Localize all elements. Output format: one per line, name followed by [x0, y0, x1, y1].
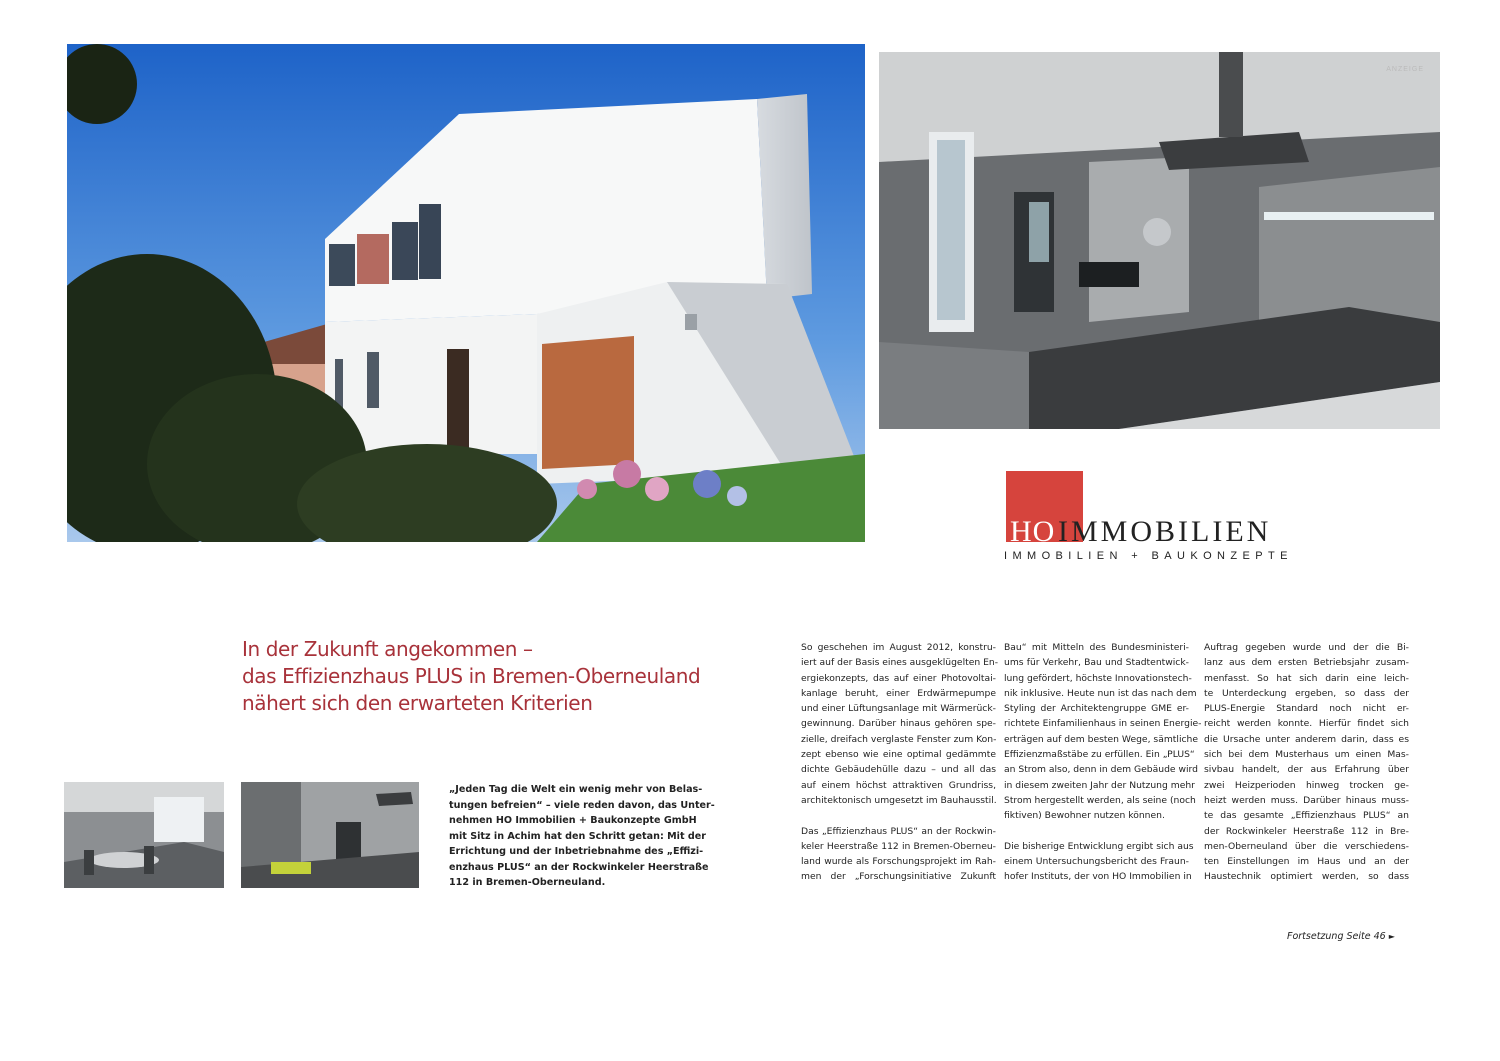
- continuation-text: Fortsetzung Seite 46: [1287, 931, 1386, 942]
- kitchen-illustration: [879, 52, 1440, 429]
- body-column-2: [1004, 640, 1202, 885]
- body-line: der Rockwinkeler Heerstraße 112 in Bre-: [1204, 825, 1409, 837]
- interior-thumbnail-dining: [64, 782, 224, 888]
- body-column-1: [801, 640, 999, 885]
- body-line: nik inklusive. Heute nun ist das nach dem: [1004, 687, 1197, 699]
- body-line: land wurde als Forschungsprojekt im Rah-: [801, 856, 996, 868]
- body-line: erträgen auf dem besten Wege, sämtliche: [1004, 733, 1199, 745]
- arrow-right-icon: ►: [1388, 932, 1395, 941]
- lead-line: tungen befreien“ – viele reden davon, das Unter-: [449, 799, 715, 811]
- body-line: lung gefördert, höchste Innovationstech-: [1004, 672, 1192, 684]
- logo-immobilien-text: IMMOBILIEN: [1058, 515, 1272, 548]
- body-line: fiktiven) Bewohner nutzen können.: [1004, 810, 1165, 822]
- body-line: [801, 808, 996, 823]
- body-line: zept ebenso wie eine optimal gedämmte: [801, 749, 996, 761]
- lead-line: nehmen HO Immobilien + Baukonzepte GmbH: [449, 815, 697, 826]
- kitchen-photo: [879, 52, 1440, 429]
- article-headline: [242, 636, 712, 717]
- body-line: Effizienzmaßstäbe zu erfüllen. Ein „PLUS“: [1004, 749, 1195, 761]
- body-line: Auftrag gegeben wurde und der die Bi-: [1204, 642, 1409, 653]
- lead-line: „Jeden Tag die Welt ein wenig mehr von Belas-: [449, 784, 703, 795]
- body-line: richtete Einfamilienhaus in seinen Energie-: [1004, 718, 1202, 730]
- headline-line: In der Zukunft angekommen –: [242, 637, 533, 661]
- anzeige-label: ANZEIGE: [1386, 66, 1424, 73]
- body-line: te das gesamte „Effizienzhaus PLUS“ an: [1204, 810, 1409, 822]
- lead-line: mit Sitz in Achim hat den Schritt getan: Mit der: [449, 830, 706, 842]
- body-line: Strom hergestellt werden, als seine (noch: [1004, 794, 1196, 806]
- body-line: zwei Heizperioden hinweg trocken ge-: [1204, 779, 1409, 791]
- body-line: ten Einstellungen im Haus und an der: [1204, 856, 1409, 868]
- body-line: die Ursache unter anderem darin, dass es: [1204, 733, 1409, 745]
- body-line: sich bei dem Musterhaus um einen Mas-: [1204, 749, 1409, 761]
- body-line: hofer Instituts, der von HO Immobilien in: [1004, 871, 1192, 883]
- logo-ho-text: HO: [1010, 515, 1056, 548]
- body-line: menfasst. So hat sich darin eine leich-: [1204, 672, 1409, 684]
- body-line: iert auf der Basis eines ausgeklügelten En-: [801, 657, 999, 669]
- body-line: und einer Lüftungsanlage mit Wärmerück-: [801, 703, 996, 715]
- body-line: auf einem höchst attraktiven Grundriss,: [801, 779, 996, 791]
- body-line: ergiekonzepts, das auf einer Photovoltai-: [801, 672, 996, 684]
- body-line: zielle, dreifach verglaste Fenster zum Kon-: [801, 733, 997, 745]
- body-line: [1004, 824, 1189, 839]
- body-line: einem Untersuchungsbericht des Fraun-: [1004, 856, 1189, 868]
- body-line: kanlage beruht, einer Erdwärmepumpe: [801, 687, 996, 699]
- body-line: PLUS-Energie Standard noch nicht er-: [1204, 703, 1409, 715]
- lead-paragraph: [449, 782, 715, 891]
- continuation-note[interactable]: [1287, 931, 1395, 942]
- body-line: sivbau handelt, der aus Erfahrung über: [1204, 764, 1409, 776]
- logo-subline: IMMOBILIEN + BAUKONZEPTE: [1004, 550, 1293, 562]
- body-line: Styling der Architektengruppe GME er-: [1004, 703, 1189, 715]
- body-line: Bau“ mit Mitteln des Bundesministeri-: [1004, 642, 1189, 653]
- body-line: Das „Effizienzhaus PLUS“ an der Rockwin-: [801, 825, 996, 837]
- body-line: heizt werden muss. Darüber hinaus muss-: [1204, 794, 1409, 806]
- body-line: keler Heerstraße 112 in Bremen-Oberneu-: [801, 840, 996, 852]
- headline-line: das Effizienzhaus PLUS in Bremen-Oberneuland: [242, 664, 701, 688]
- body-line: men-Oberneuland über die verschiedens-: [1204, 840, 1409, 852]
- body-line: reicht werden konnte. Hierfür findet sich: [1204, 718, 1409, 730]
- body-line: men der „Forschungsinitiative Zukunft: [801, 871, 996, 883]
- body-column-3: [1204, 640, 1409, 885]
- body-line: te Unterdeckung ergeben, so dass der: [1204, 687, 1409, 699]
- body-line: in diesem zweiten Jahr der Nutzung mehr: [1004, 779, 1195, 791]
- lead-line: 112 in Bremen-Oberneuland.: [449, 877, 606, 888]
- house-illustration: [67, 44, 865, 542]
- body-line: So geschehen im August 2012, konstru-: [801, 642, 996, 653]
- body-line: an Strom also, denn in dem Gebäude wird: [1004, 764, 1198, 776]
- lead-line: enzhaus PLUS“ an der Rockwinkeler Heerstraße: [449, 861, 709, 873]
- body-line: Die bisherige Entwicklung ergibt sich aus: [1004, 840, 1194, 852]
- body-line: Haustechnik optimiert werden, so dass: [1204, 871, 1409, 883]
- body-line: dichte Gebäudehülle dazu – und all das: [801, 764, 996, 776]
- body-line: gewinnung. Darüber hinaus gehören spe-: [801, 718, 996, 730]
- body-line: architektonisch umgesetzt im Bauhausstil.: [801, 794, 997, 806]
- body-line: ums für Verkehr, Bau und Stadtentwick-: [1004, 657, 1189, 669]
- body-line: lanz aus dem ersten Betriebsjahr zusam-: [1204, 657, 1409, 669]
- headline-line: nähert sich den erwarteten Kriterien: [242, 691, 593, 715]
- lead-line: Errichtung und der Inbetriebnahme des „Effizi-: [449, 846, 704, 857]
- house-photo: [67, 44, 865, 542]
- interior-thumbnail-kitchen: [241, 782, 419, 888]
